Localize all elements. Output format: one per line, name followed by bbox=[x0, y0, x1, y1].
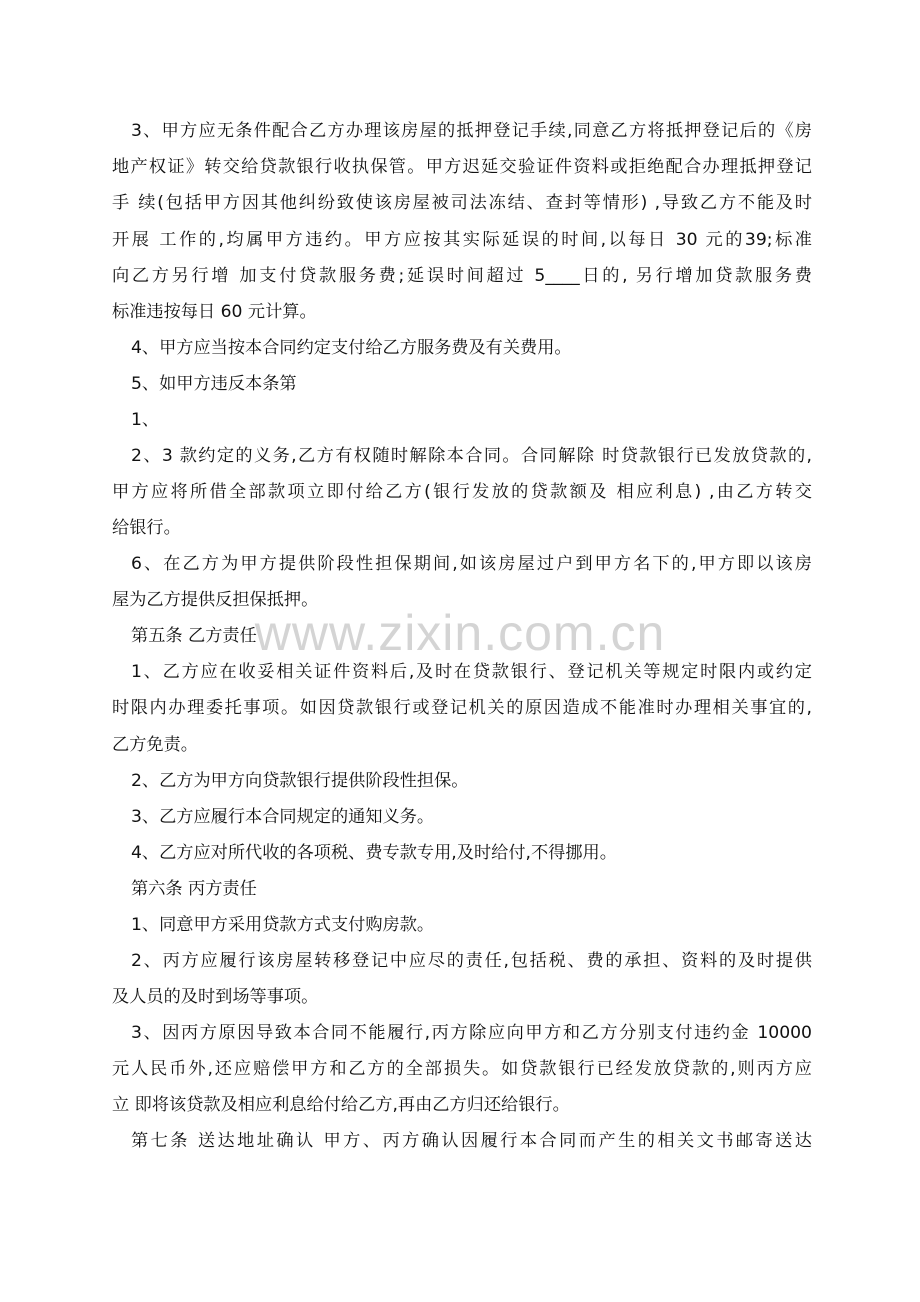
paragraph-line: 1、同意甲方采用贷款方式支付购房款。 bbox=[131, 915, 435, 935]
paragraph-line: 3、因丙方原因导致本合同不能履行,丙方除应向甲方和乙方分别支付违约金 10000 bbox=[131, 1023, 812, 1043]
paragraph-line: 给银行。 bbox=[112, 518, 181, 538]
paragraph-line: 时限内办理委托事项。如因贷款银行或登记机关的原因造成不能准时办理相关事宜的, bbox=[112, 698, 812, 718]
paragraph-line: 6、在乙方为甲方提供阶段性担保期间,如该房屋过户到甲方名下的,甲方即以该房 bbox=[131, 554, 812, 574]
paragraph-line: 标准违按每日 60 元计算。 bbox=[112, 302, 317, 322]
paragraph-line: 地产权证》转交给贷款银行收执保管。甲方迟延交验证件资料或拒绝配合办理抵押登记 bbox=[112, 157, 812, 177]
section-heading: 第五条 乙方责任 bbox=[131, 626, 257, 646]
paragraph-line: 4、乙方应对所代收的各项税、费专款专用,及时给付,不得挪用。 bbox=[131, 843, 617, 863]
paragraph-line: 2、乙方为甲方向贷款银行提供阶段性担保。 bbox=[131, 771, 469, 791]
paragraph-line: 1、 bbox=[131, 410, 160, 430]
paragraph-line: 元人民币外,还应赔偿甲方和乙方的全部损失。如贷款银行已经发放贷款的,则丙方应 bbox=[112, 1059, 812, 1079]
paragraph-line: 5、如甲方违反本条第 bbox=[131, 374, 297, 394]
paragraph-line: 开展 工作的,均属甲方违约。甲方应按其实际延误的时间,以每日 30 元的39;标准 bbox=[112, 230, 812, 250]
watermark: www.zixin.com.cn bbox=[254, 605, 666, 661]
section-heading: 第七条 送达地址确认 甲方、丙方确认因履行本合同而产生的相关文书邮寄送达 bbox=[131, 1131, 812, 1151]
paragraph-line: 3、甲方应无条件配合乙方办理该房屋的抵押登记手续,同意乙方将抵押登记后的《房 bbox=[131, 121, 812, 141]
paragraph-line: 2、3 款约定的义务,乙方有权随时解除本合同。合同解除 时贷款银行已发放贷款的, bbox=[131, 446, 812, 466]
paragraph-line: 屋为乙方提供反担保抵押。 bbox=[112, 590, 319, 610]
paragraph-line: 及人员的及时到场等事项。 bbox=[112, 987, 319, 1007]
paragraph-line: 4、甲方应当按本合同约定支付给乙方服务费及有关费用。 bbox=[131, 338, 572, 358]
paragraph-line: 3、乙方应履行本合同规定的通知义务。 bbox=[131, 807, 435, 827]
section-heading: 第六条 丙方责任 bbox=[131, 879, 257, 899]
paragraph-line: 甲方应将所借全部款项立即付给乙方(银行发放的贷款额及 相应利息) ,由乙方转交 bbox=[112, 482, 812, 502]
paragraph-line: 立 即将该贷款及相应利息给付给乙方,再由乙方归还给银行。 bbox=[112, 1095, 570, 1115]
paragraph-line: 1、乙方应在收妥相关证件资料后,及时在贷款银行、登记机关等规定时限内或约定 bbox=[131, 662, 812, 682]
paragraph-line: 手 续(包括甲方因其他纠纷致使该房屋被司法冻结、查封等情形) ,导致乙方不能及时 bbox=[112, 193, 812, 213]
paragraph-line: 乙方免责。 bbox=[112, 735, 198, 755]
paragraph-line: 向乙方另行增 加支付贷款服务费;延误时间超过 5____日的, 另行增加贷款服务费 bbox=[112, 266, 812, 286]
paragraph-line: 2、丙方应履行该房屋转移登记中应尽的责任,包括税、费的承担、资料的及时提供 bbox=[131, 951, 812, 971]
